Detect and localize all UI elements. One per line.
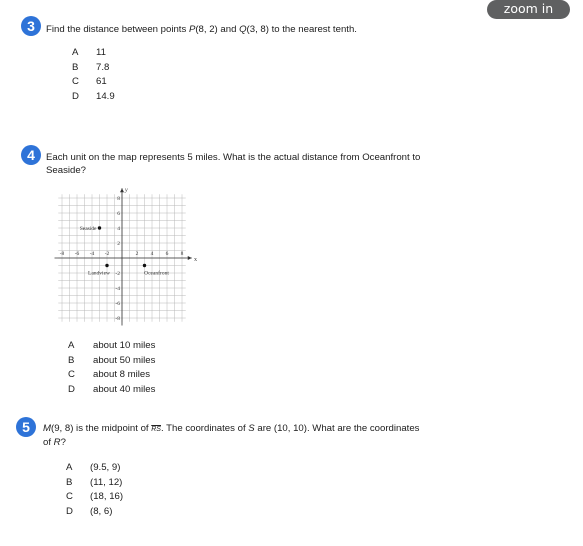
choice-letter: A: [68, 340, 75, 351]
choice-value: about 50 miles: [93, 354, 156, 366]
map-point-label: Oceanfront: [144, 270, 169, 277]
choice-c[interactable]: [68, 368, 155, 383]
question-5-text: [43, 423, 419, 449]
question-4-choices: [68, 339, 155, 397]
question-4-number-badge: 4: [21, 145, 41, 165]
choice-letter: A: [72, 47, 79, 58]
zoom-in-button[interactable]: zoom in: [487, 0, 570, 19]
choice-value: about 10 miles: [93, 340, 156, 351]
q4-text-line-2: Seaside?: [46, 164, 87, 176]
question-3-text: [46, 24, 357, 37]
q5-point-s-coords: are (10, 10). What are the coordinates: [254, 423, 420, 434]
choice-c[interactable]: [66, 490, 123, 505]
choice-value: 61: [96, 76, 107, 88]
choice-letter: D: [68, 383, 75, 395]
x-tick-label: -2: [104, 251, 110, 257]
x-axis-label: x: [194, 257, 197, 263]
choice-a[interactable]: [68, 339, 155, 354]
question-5-number-badge: 5: [16, 417, 36, 437]
x-tick-label: -8: [59, 251, 65, 257]
q5-line2-suffix: ?: [60, 436, 66, 448]
y-tick-label: -4: [115, 286, 120, 292]
y-tick-label: 8: [117, 196, 120, 202]
x-tick-label: 8: [180, 251, 184, 257]
coordinate-map-graphic: [54, 180, 214, 330]
choice-value: (8, 6): [90, 505, 113, 517]
choice-letter: D: [66, 505, 73, 517]
choice-value: (9.5, 9): [90, 462, 121, 473]
choice-value: (11, 12): [90, 476, 123, 488]
q5-text-mid: . The coordinates of: [160, 423, 249, 434]
question-5-choices: [66, 461, 123, 519]
question-3-choices: [72, 46, 115, 104]
q4-text-line-1: Each unit on the map represents 5 miles. What is the actual distance from Oceanfront to: [46, 152, 421, 163]
q3-text-start: Find the distance between points: [46, 24, 189, 35]
x-axis-arrow: [188, 256, 192, 260]
choice-b[interactable]: [66, 476, 123, 491]
question-4-text: [46, 152, 420, 177]
choice-letter: C: [72, 76, 79, 88]
q5-point-m-coords: (9, 8) is the midpoint of: [51, 423, 152, 434]
choice-value: about 40 miles: [93, 383, 156, 395]
choice-a[interactable]: [66, 461, 123, 476]
q5-text-line-2: [43, 437, 419, 450]
x-tick-label: 2: [135, 251, 139, 257]
y-axis-label: y: [125, 187, 128, 194]
y-tick-label: -8: [115, 316, 120, 322]
choice-value: 14.9: [96, 90, 115, 102]
choice-value: (18, 16): [90, 491, 124, 503]
choice-letter: B: [68, 354, 75, 366]
choice-d[interactable]: [66, 505, 123, 520]
q3-point-q-coords: (3, 8) to the nearest tenth.: [246, 24, 357, 35]
choice-b[interactable]: [68, 354, 155, 369]
x-tick-label: -4: [89, 251, 95, 257]
map-point: [98, 226, 101, 229]
q3-point-p-coords: (8, 2) and: [195, 24, 240, 35]
choice-d[interactable]: [68, 383, 155, 398]
y-tick-label: 4: [117, 226, 120, 232]
x-tick-label: 6: [165, 251, 169, 257]
choice-letter: D: [72, 90, 79, 102]
map-point: [105, 264, 108, 267]
y-tick-label: -2: [115, 271, 120, 277]
choice-c[interactable]: [72, 75, 115, 90]
choice-value: about 8 miles: [93, 369, 151, 381]
x-tick-label: 4: [150, 251, 154, 257]
x-tick-label: -6: [74, 251, 80, 257]
y-tick-label: 2: [117, 241, 120, 247]
map-point-label: Landview: [88, 270, 110, 277]
question-3-number-badge: 3: [21, 16, 41, 36]
q5-point-s: S: [248, 423, 255, 434]
choice-value: 11: [96, 47, 106, 58]
y-axis-arrow: [120, 188, 124, 192]
q5-line2-prefix: of: [43, 436, 54, 448]
choice-b[interactable]: [72, 61, 115, 76]
map-point: [143, 264, 146, 267]
q5-point-m: M: [43, 423, 51, 434]
choice-letter: A: [66, 462, 73, 473]
q5-point-r: R: [53, 436, 61, 448]
choice-letter: C: [68, 369, 75, 381]
choice-letter: B: [72, 61, 79, 73]
q5-text-line-1: [43, 423, 419, 437]
q3-point-p: P: [188, 24, 196, 35]
choice-letter: C: [66, 491, 73, 503]
map-point-label: Seaside: [79, 226, 97, 232]
q3-point-q: Q: [239, 24, 247, 35]
y-tick-label: -6: [115, 301, 120, 307]
y-tick-label: 6: [117, 211, 120, 217]
q5-segment-rs: $\overline{RS}$: [151, 426, 161, 433]
choice-d[interactable]: [72, 90, 115, 105]
choice-letter: B: [66, 476, 73, 488]
choice-value: 7.8: [96, 61, 110, 73]
coordinate-map: [54, 180, 214, 330]
choice-a[interactable]: [72, 46, 115, 61]
